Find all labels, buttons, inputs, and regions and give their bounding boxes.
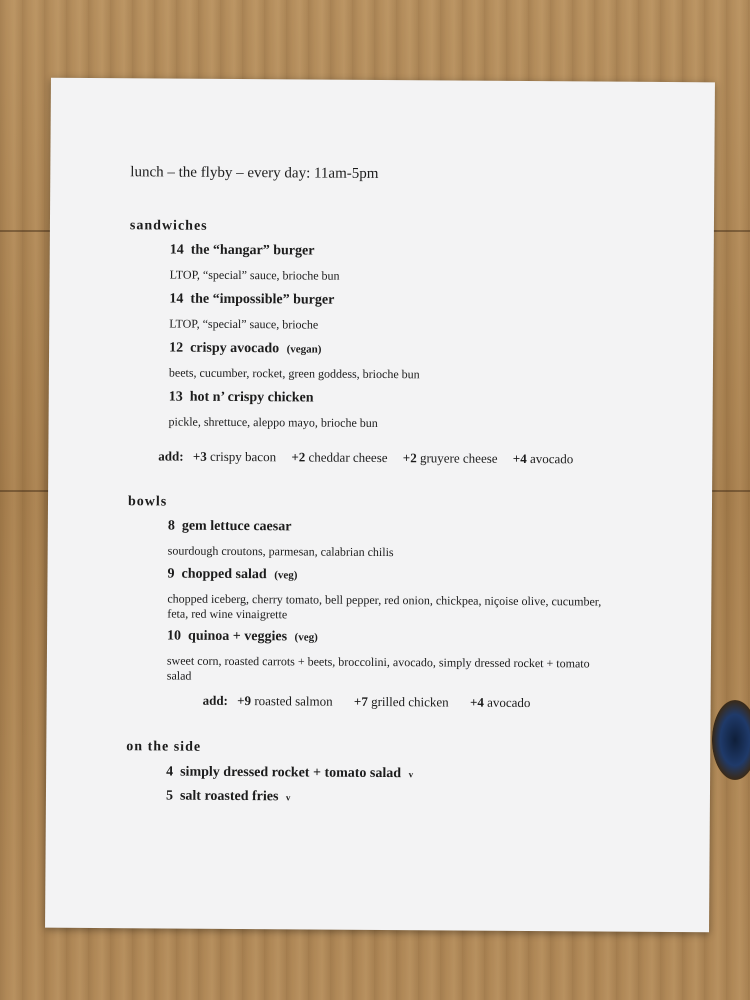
add-label: add: xyxy=(202,692,228,708)
item-description: LTOP, “special” sauce, brioche bun xyxy=(169,267,340,283)
addon-name: grilled chicken xyxy=(371,693,449,710)
item-price: 9 xyxy=(167,566,175,582)
item-name: salt roasted fries xyxy=(179,788,279,805)
item-tag: (vegan) xyxy=(286,343,322,356)
menu-item xyxy=(167,629,318,646)
sandwich-addons xyxy=(158,448,585,467)
item-tag: (veg) xyxy=(294,631,318,644)
item-name: gem lettuce caesar xyxy=(181,518,292,535)
addon-name: roasted salmon xyxy=(254,693,333,709)
menu-item xyxy=(169,341,321,358)
addon-option xyxy=(470,695,531,710)
addon-name: avocado xyxy=(529,451,574,467)
item-price: 13 xyxy=(168,389,183,405)
item-price: 14 xyxy=(169,291,184,307)
item-tag: v xyxy=(408,769,414,780)
section-title-sandwiches: sandwiches xyxy=(129,218,208,234)
wood-knot xyxy=(712,700,750,780)
menu-item xyxy=(166,765,413,783)
item-price: 8 xyxy=(167,518,175,534)
item-price: 5 xyxy=(165,788,174,804)
addon-price: +4 xyxy=(512,450,527,467)
bowl-addons xyxy=(203,693,543,711)
item-description: sourdough croutons, parmesan, calabrian chilis xyxy=(167,543,394,560)
addon-option xyxy=(291,449,387,465)
menu-item xyxy=(169,390,314,407)
item-description: pickle, shrettuce, aleppo mayo, brioche bun xyxy=(168,414,378,430)
item-name: quinoa + veggies xyxy=(188,628,288,645)
menu-header: lunch – the flyby – every day: 11am-5pm xyxy=(130,164,379,182)
addon-name: avocado xyxy=(487,694,531,711)
section-title-bowls: bowls xyxy=(127,494,168,510)
menu-sheet xyxy=(45,78,715,933)
addon-option xyxy=(237,693,333,709)
menu-item xyxy=(169,292,334,309)
item-name: the “hangar” burger xyxy=(190,242,315,259)
addon-name: cheddar cheese xyxy=(308,449,388,466)
item-tag: (veg) xyxy=(274,569,298,582)
addon-name: crispy bacon xyxy=(210,448,277,465)
addon-name: gruyere cheese xyxy=(419,450,498,466)
item-name: crispy avocado xyxy=(190,340,280,357)
menu-item xyxy=(168,519,292,536)
item-description: chopped iceberg, cherry tomato, bell pepper, red onion, chickpea, niçoise olive, cucumber, feta, red wine vinaigrette xyxy=(167,591,602,622)
menu-item xyxy=(167,567,297,584)
addon-price: +4 xyxy=(469,694,484,710)
menu-item xyxy=(170,243,315,260)
addon-price: +2 xyxy=(402,450,417,466)
item-price: 4 xyxy=(166,764,174,780)
addon-option xyxy=(193,449,276,465)
addon-option xyxy=(354,694,449,710)
item-description: sweet corn, roasted carrots + beets, broccolini, avocado, simply dressed rocket + tomato salad xyxy=(166,653,590,683)
item-description: LTOP, “special” sauce, brioche xyxy=(169,316,319,332)
addon-price: +2 xyxy=(291,449,306,465)
item-description: beets, cucumber, rocket, green goddess, brioche bun xyxy=(168,365,420,382)
addon-option xyxy=(513,451,574,466)
addon-price: +7 xyxy=(353,693,368,709)
item-price: 12 xyxy=(169,340,184,356)
addon-price: +3 xyxy=(192,448,207,464)
item-name: simply dressed rocket + tomato salad xyxy=(180,764,402,782)
add-label: add: xyxy=(158,448,184,464)
item-price: 10 xyxy=(167,628,182,644)
menu-item xyxy=(166,789,291,806)
item-price: 14 xyxy=(169,242,184,258)
addon-price: +9 xyxy=(237,693,252,709)
section-title-sides: on the side xyxy=(126,739,202,755)
item-name: chopped salad xyxy=(181,566,267,583)
addon-option xyxy=(403,450,498,466)
item-tag: v xyxy=(285,792,291,803)
item-name: the “impossible” burger xyxy=(190,291,335,308)
item-name: hot n’ crispy chicken xyxy=(189,389,314,406)
